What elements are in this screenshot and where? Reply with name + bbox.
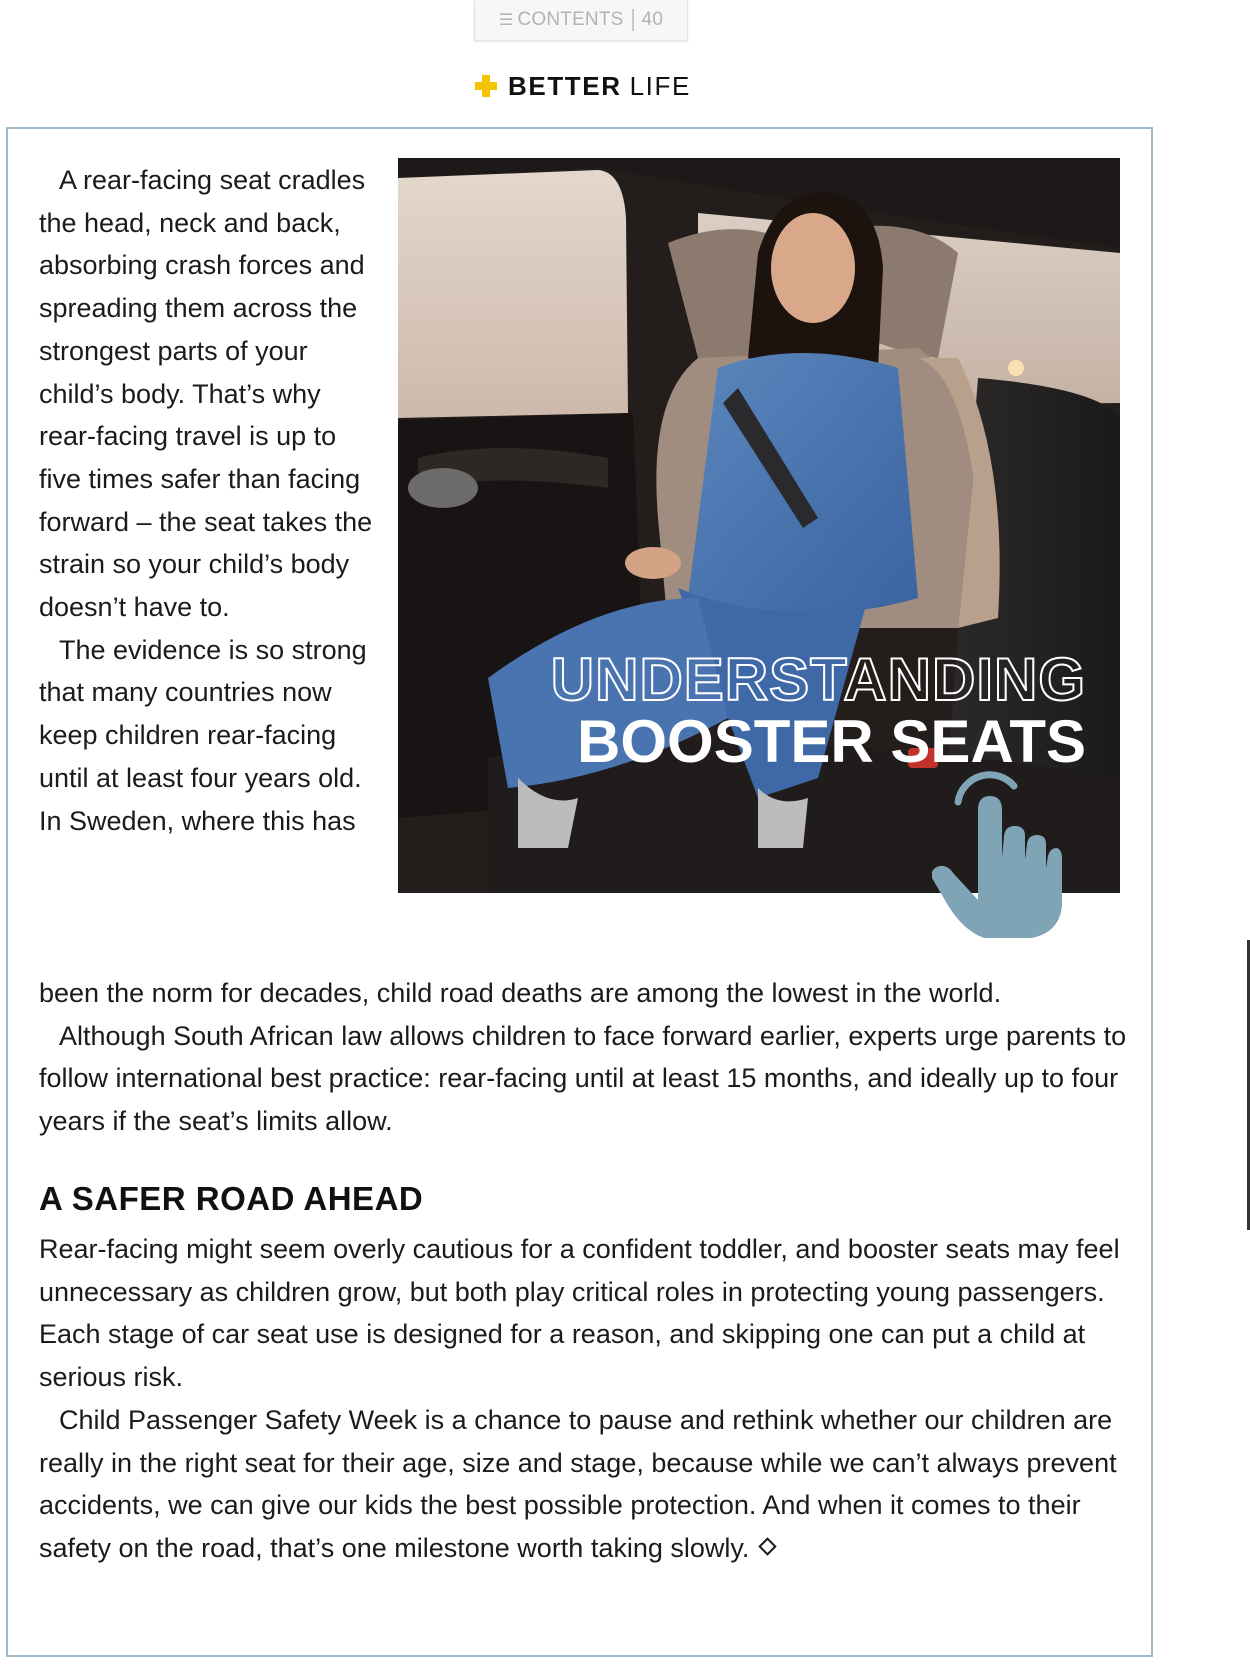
section-title-bold: BETTER <box>508 70 622 101</box>
subheading: A SAFER ROAD AHEAD <box>39 1180 424 1217</box>
paragraph-5 <box>39 1399 1139 1570</box>
paragraph-5-text: Child Passenger Safety Week is a chance to pause and rethink whether our children are really in the right seat for their age, size and stage, because while we can’t always prevent accidents, we can give our kids the best possible protection. And when it comes to their safety on the road, that’s one milestone worth taking slowly. <box>39 1404 1117 1563</box>
paragraph-1: A rear-facing seat cradles the head, neck and back, absorbing crash forces and spreading them across the strongest parts of your child’s body. That’s why rear-facing travel is up to five times safer than facing forward – the seat takes the strain so your child’s body doesn’t have to. <box>39 165 373 623</box>
plus-icon <box>474 74 498 98</box>
section-header <box>474 68 691 104</box>
paragraph-2-end: been the norm for decades, child road deaths are among the lowest in the world. <box>39 978 1002 1008</box>
tap-hand-icon[interactable] <box>932 770 1062 940</box>
article-column-top <box>39 159 384 842</box>
contents-button[interactable] <box>474 0 688 41</box>
article-column-wide <box>39 972 1139 1143</box>
menu-icon: ☰ <box>498 12 514 29</box>
divider <box>632 9 634 31</box>
photo-title <box>550 646 1086 775</box>
photo-title-line-2: BOOSTER SEATS <box>577 708 1086 775</box>
page-number: 40 <box>641 9 664 30</box>
end-mark-icon <box>759 1538 777 1556</box>
paragraph-4: Rear-facing might seem overly cautious for a confident toddler, and booster seats may feel unnecessary as children grow, but both play critical roles in protecting young passengers. Each stage of car seat use is designed for a reason, and skipping one can put a child at serious risk. <box>39 1234 1120 1393</box>
section-title-light: LIFE <box>629 70 691 101</box>
photo-title-line-1: UNDERSTANDING <box>550 646 1086 713</box>
paragraph-2-start: The evidence is so strong that many countries now keep children rear-facing until at least four years old. In Sweden, where this has <box>39 634 367 836</box>
paragraph-3: Although South African law allows children to face forward earlier, experts urge parents to follow international best practice: rear-facing until at least 15 months, and ideally up to four years if the seat’s limits allow. <box>39 1020 1127 1137</box>
article-column-bottom <box>39 1228 1139 1570</box>
contents-label: CONTENTS <box>517 9 624 30</box>
